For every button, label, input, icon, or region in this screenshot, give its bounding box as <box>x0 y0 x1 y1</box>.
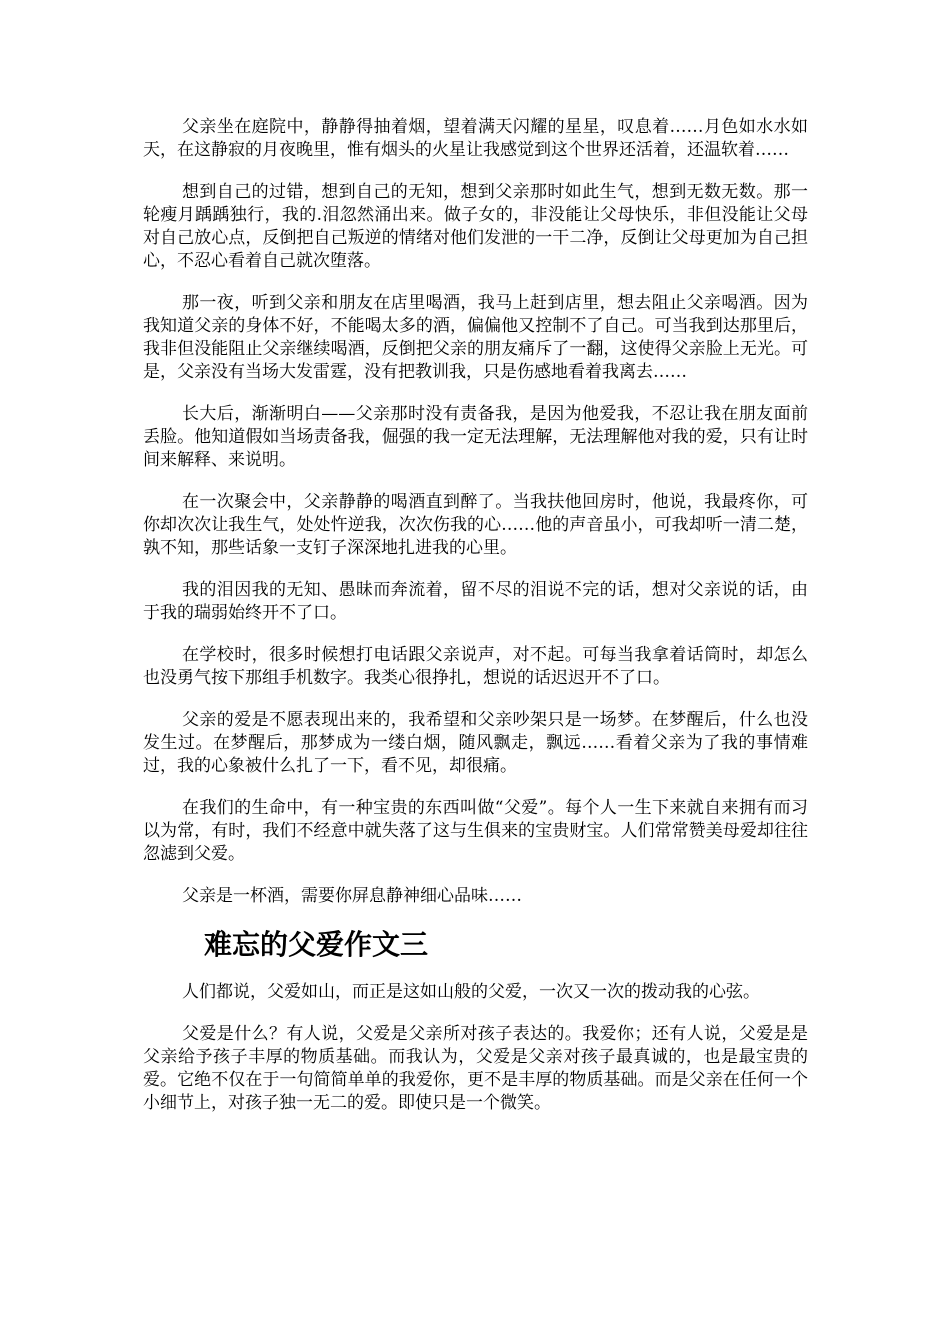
paragraph: 父亲是一杯酒，需要你屏息静神细心品味…… <box>182 886 522 906</box>
paragraph: 人们都说，父爱如山，而正是这如山般的父爱，一次又一次的拨动我的心弦。 <box>182 982 760 1002</box>
paragraph: 那一夜，听到父亲和朋友在店里喝酒，我马上赶到店里，想去阻止父亲喝酒。因为我知道父亲的身体不好，不能喝太多的酒，偏偏他又控制不了自己。可当我到达那里后，我非但没能阻止父亲继续喝酒，反倒把父亲的朋友痛斥了一翻，这使得父亲脸上无光。可是，父亲没有当场大发雷霆，没有把教训我，只是伤感地看着我离去…… <box>143 293 808 382</box>
paragraph: 在学校时，很多时候想打电话跟父亲说声，对不起。可每当我拿着话筒时，却怎么也没勇气按下那组手机数字。我类心很挣扎，想说的话迟迟开不了口。 <box>143 645 808 688</box>
paragraph: 在我们的生命中，有一种宝贵的东西叫做“父爱”。每个人一生下来就自来拥有而习以为常，有时，我们不经意中就失落了这与生俱来的宝贵财宝。人们常常赞美母爱却往往忽滤到父爱。 <box>143 798 808 864</box>
paragraph: 父亲坐在庭院中，静静得抽着烟，望着满天闪耀的星星，叹息着……月色如水水如天，在这静寂的月夜晚里，惟有烟头的火星让我感觉到这个世界还活着，还温软着…… <box>143 117 808 160</box>
section-heading: 难忘的父爱作文三 <box>204 928 429 961</box>
paragraph: 父亲的爱是不愿表现出来的，我希望和父亲吵架只是一场梦。在梦醒后，什么也没发生过。在梦醒后，那梦成为一缕白烟，随风飘走，飘远……看着父亲为了我的事情难过，我的心象被什么扎了一下，看不见，却很痛。 <box>143 710 808 776</box>
paragraph: 长大后，渐渐明白——父亲那时没有责备我，是因为他爱我，不忍让我在朋友面前丢脸。他知道假如当场责备我，倔强的我一定无法理解，无法理解他对我的爱，只有让时间来解释、来说明。 <box>143 404 808 470</box>
document-body <box>143 116 808 1134</box>
paragraph: 在一次聚会中，父亲静静的喝酒直到醉了。当我扶他回房时，他说，我最疼你，可你却次次让我生气，处处忤逆我，次次伤我的心……他的声音虽小，可我却听一清二楚，孰不知，那些话象一支钉子深深地扎进我的心里。 <box>143 492 808 558</box>
paragraph: 想到自己的过错，想到自己的无知，想到父亲那时如此生气，想到无数无数。那一轮瘦月踽踽独行，我的.泪忽然涌出来。做子女的，非没能让父母快乐，非但没能让父母对自己放心点，反倒把自己叛逆的情绪对他们发泄的一干二净，反倒让父母更加为自己担心，不忍心看着自己就次堕落。 <box>143 182 808 271</box>
paragraph: 我的泪因我的无知、愚昧而奔流着，留不尽的泪说不完的话，想对父亲说的话，由于我的瑞弱始终开不了口。 <box>143 580 808 623</box>
paragraph: 父爱是什么？有人说，父爱是父亲所对孩子表达的。我爱你；还有人说，父爱是是父亲给予孩子丰厚的物质基础。而我认为，父爱是父亲对孩子最真诚的，也是最宝贵的爱。它绝不仅在于一句简简单单的我爱你，更不是丰厚的物质基础。而是父亲在任何一个小细节上，对孩子独一无二的爱。即使只是一个微笑。 <box>143 1024 808 1113</box>
